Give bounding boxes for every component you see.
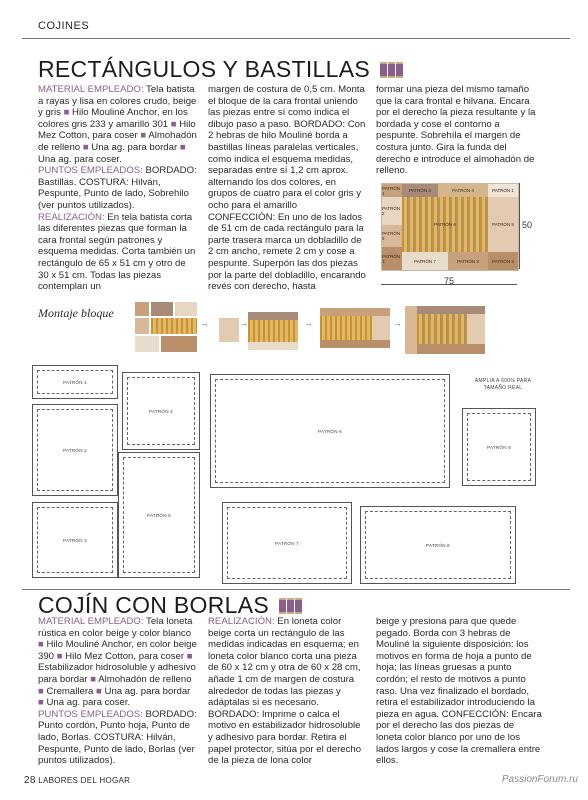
- text-segment: REALIZACIÓN:: [208, 616, 275, 627]
- article1-col1: [38, 84, 198, 293]
- paragraph: [38, 84, 198, 165]
- diagram-cell: PATRÓN 4: [438, 184, 488, 197]
- section-label: COJINES: [38, 20, 90, 32]
- text-segment: PUNTOS EMPLEADOS:: [38, 165, 143, 177]
- magazine-name: LABORES DEL HOGAR: [38, 776, 131, 785]
- text-segment: Hilo Mouliné Anchor, en los colores gris 233 y amarillo 301: [38, 107, 188, 130]
- enlarge-note: AMPLIA A 600% PARA TAMAÑO REAL: [474, 378, 532, 391]
- text-segment: ■: [56, 650, 63, 662]
- pattern-7: PATRÓN 7: [222, 502, 352, 584]
- diagram-cell: PATRÓN 2: [382, 197, 402, 225]
- text-segment: Una ag. para coser.: [43, 697, 131, 709]
- article2-title: COJÍN CON BORLAS: [38, 592, 270, 618]
- text-segment: ■: [186, 650, 193, 662]
- text-segment: Tela loneta rústica en color beige y color blanco: [38, 616, 193, 639]
- text-segment: ■: [38, 685, 44, 697]
- article2-col3: beige y presiona para que quede pegado. Borda con 3 hebras de Mouliné la siguiente disposición: los motivos en forma de hoja a punto de hoja; las líneas gruesas a punto cordón; el resto de motivos a punto raso. Una vez finalizado el bordado, retira el estabilizador introduciendo la pieza en agua. CONFECCIÓN: Encara por el derecho las dos piezas de loneta color blanco por uno de los lados largos y cose la cremallera entre ellos.: [376, 616, 542, 767]
- text-segment: Una ag. para bordar: [88, 141, 180, 153]
- text-segment: Una ag. para coser.: [38, 153, 122, 165]
- assembly-step-1: [135, 302, 197, 352]
- text-segment: REALIZACIÓN:: [38, 211, 105, 223]
- paragraph: [208, 616, 366, 767]
- text-segment: Almohadón de relleno: [96, 673, 192, 685]
- assembly-step-3: [248, 312, 298, 350]
- text-segment: Hilo Mez Cotton, para coser: [38, 118, 196, 142]
- text-segment: BORDADO: Bastillas. COSTURA: Hilván, Pespunte, Punto de lado, Sobrehilo (ver puntos utilizados).: [38, 165, 197, 211]
- pattern-3: PATRÓN 3: [32, 502, 118, 578]
- paragraph: [38, 165, 198, 211]
- article1-col2: margen de costura de 0,5 cm. Monta el bloque de la cara frontal uniendo las piezas entre sí como indica el dibujo paso a paso. BORDADO: Con 2 hebras de hilo Mouliné borda a bastillas líneas paralelas verticales, como indica el esquema medidas, separadas entre sí 1,2 cm aprox. alternando los dos colores, en grupos de cuatro para el color gris y ocho para el amarillo CONFECCIÓN: En uno de los lados de 51 cm de cada rectángulo para la parte trasera marca un dobladillo de 2 cm ancho, remete 2 cm y cose a pespunte. Superpón las dos piezas por la parte del dobladillo, encarando revés con derecho, hasta: [208, 84, 366, 293]
- diagram-cell: PATRÓN 6: [402, 197, 488, 252]
- montaje-label: Montaje bloque: [38, 306, 114, 320]
- pattern-4: PATRÓN 4: [122, 372, 200, 450]
- text-segment: Cremallera: [43, 685, 97, 697]
- text-segment: MATERIAL EMPLEADO:: [38, 84, 144, 95]
- diagram-cell: PATRÓN 7: [402, 252, 448, 270]
- diagram-height-line: [519, 183, 520, 269]
- diagram-cell: PATRÓN 8: [448, 252, 488, 270]
- arrow-right-icon: →: [239, 318, 248, 328]
- text-segment: ■: [170, 118, 177, 130]
- text-segment: Tela batista a rayas y lisa en colores crudo, beige y gris: [38, 84, 197, 119]
- text-segment: Estabilizador hidrosoluble y adhesivo para bordar: [38, 662, 196, 685]
- diagram-width-label: 75: [444, 276, 455, 286]
- text-segment: MATERIAL EMPLEADO:: [38, 616, 144, 627]
- paragraph: [38, 212, 198, 293]
- text-segment: ■: [38, 639, 44, 651]
- text-segment: Hilo Mouliné Anchor, en color beige 390: [38, 639, 197, 662]
- text-segment: Una ag. para bordar: [101, 685, 191, 697]
- measurement-diagram: [381, 183, 519, 271]
- paragraph: [38, 616, 198, 709]
- assembly-step-5: [405, 306, 485, 354]
- text-segment: ■: [38, 697, 44, 709]
- assembly-step-4: [320, 308, 390, 348]
- article1-col3: formar una pieza del mismo tamaño que la cara frontal e hilvana. Encara por el derecho la pieza resultante y la bordada y cose el contorno a pespunte. Sobrehíla el margen de costura junto. Gira la funda del derecho e introduce el almohadón de relleno.: [376, 84, 536, 177]
- diagram-cell: PATRÓN 5: [382, 225, 402, 247]
- pattern-2: PATRÓN 2: [32, 404, 118, 496]
- text-segment: ■: [63, 107, 70, 119]
- article1-title-row: [38, 56, 404, 84]
- text-segment: ■: [82, 141, 89, 153]
- assembly-step-2: [219, 318, 239, 342]
- section-divider: [22, 589, 570, 590]
- pattern-5: PATRÓN 5: [118, 452, 200, 578]
- pattern-9: PATRÓN 9: [462, 408, 536, 486]
- header-rule: [22, 38, 570, 39]
- text-segment: En tela batista corta las diferentes piezas que forman la cara frontal según patrones y esquema medidas. Corta también un rectángulo de 65 x 51 cm y otro de 30 x 51 cm. Todas las piezas contemplan un: [38, 211, 196, 293]
- article1-title: RECTÁNGULOS Y BASTILLAS: [38, 56, 370, 82]
- text-segment: BORDADO: Punto cordón, Punto hoja, Punto de lado, Borlas. COSTURA: Hilván, Pespunte, Punto de lado, Borlas (ver puntos utilizados).: [38, 708, 197, 767]
- diagram-cell: PATRÓN 1: [382, 185, 401, 196]
- article2-col2: [208, 616, 366, 767]
- arrow-right-icon: →: [200, 318, 209, 328]
- text-segment: ■: [96, 685, 102, 697]
- article2-col1: [38, 616, 198, 767]
- diagram-cell: PATRÓN 3: [488, 252, 518, 270]
- text-segment: En loneta color beige corta un rectángulo de las medidas indicadas en esquema; en loneta color blanco corta una pieza de 60 x 12 cm y otra de 60 x 28 cm, añade 1 cm de margen de costura alrededor de todas las piezas y adáptalas si es necesario. BORDADO: Imprime o calca el motivo en estabilizador hidrosoluble y adhesivo para bordar. Retira el papel protector, sitúa por el derecho de la pieza de lona color: [208, 616, 362, 767]
- footer: [24, 775, 130, 786]
- text-segment: Almohadón de relleno: [38, 130, 197, 153]
- pattern-6: PATRÓN 6: [210, 374, 450, 488]
- diagram-cell: PATRÓN 3: [382, 247, 402, 270]
- arrow-right-icon: →: [304, 318, 313, 328]
- diagram-height-label: 50: [522, 220, 533, 230]
- text-segment: Hilo Mez Cotton, para coser: [62, 650, 187, 662]
- text-segment: ■: [140, 130, 147, 142]
- diagram-cell: PATRÓN 4: [402, 184, 438, 197]
- diagram-cell: PATRÓN 1: [488, 184, 518, 197]
- arrow-right-icon: →: [393, 318, 402, 328]
- text-segment: ■: [90, 673, 97, 685]
- pattern-8: PATRÓN 8: [360, 506, 516, 584]
- diagram-cell: PATRÓN 9: [488, 197, 518, 252]
- paragraph: [38, 709, 198, 767]
- page-number: 28: [24, 775, 36, 786]
- text-segment: ■: [179, 141, 186, 153]
- pattern-1: PATRÓN 1: [32, 365, 118, 399]
- text-segment: PUNTOS EMPLEADOS:: [38, 708, 143, 720]
- watermark: PassionForum.ru: [501, 774, 578, 785]
- thread-spools-icon: [380, 57, 404, 84]
